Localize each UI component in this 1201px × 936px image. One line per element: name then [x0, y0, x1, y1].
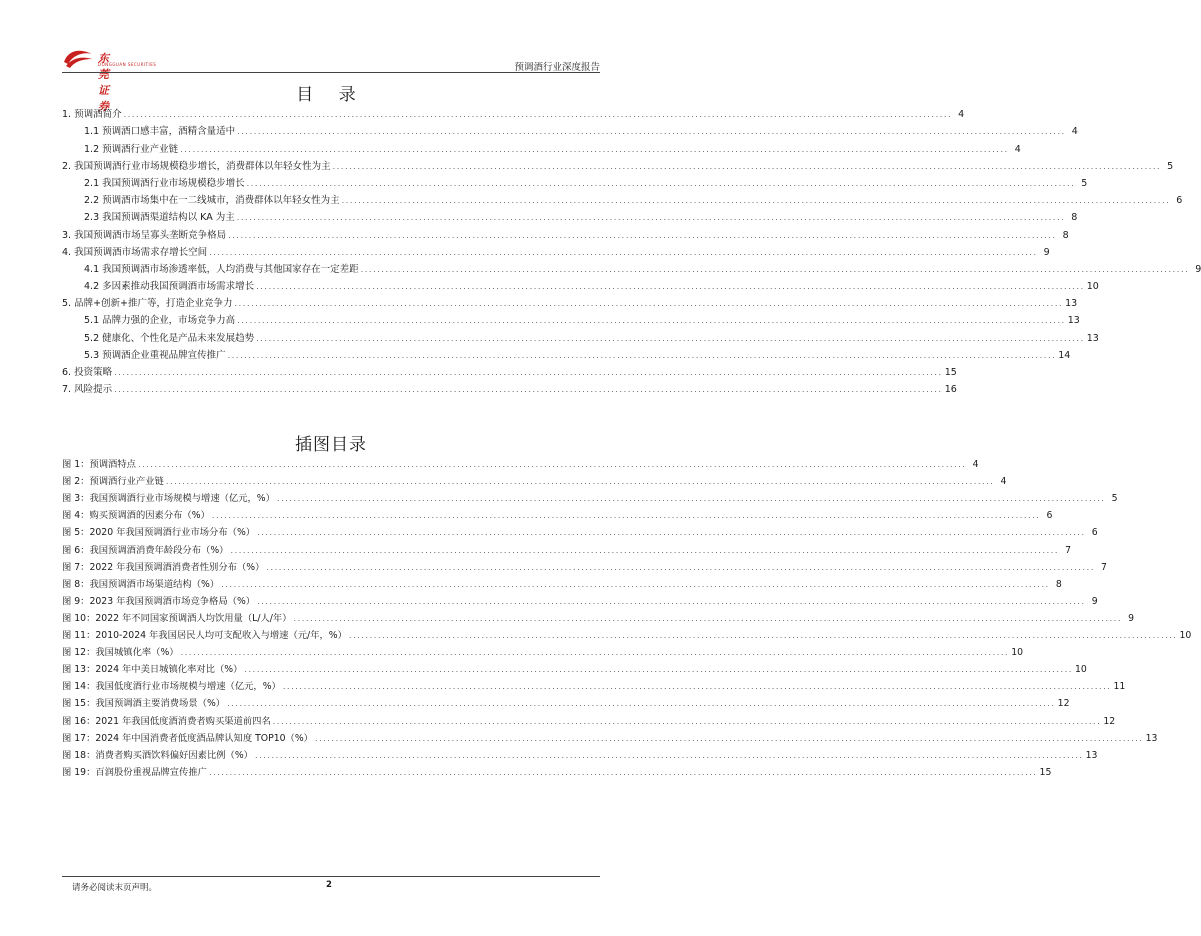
figure-entry[interactable]	[62, 676, 1126, 693]
toc-entry-page: 9	[1195, 263, 1201, 275]
figure-entry[interactable]	[62, 762, 1052, 779]
dot-leader: ........................................................................................................................................................................................................	[137, 460, 967, 470]
toc-entry-page: 10	[1086, 281, 1099, 293]
dot-leader: ........................................................................................................................................................................................................	[230, 545, 1060, 555]
figure-entry[interactable]	[62, 471, 1007, 488]
figure-entry[interactable]	[62, 574, 1062, 591]
figure-entry-title: 图 6：我国预调酒消费年龄段分布（%）	[62, 544, 229, 556]
figure-entry[interactable]	[62, 693, 1070, 710]
figure-entry-page: 12	[1057, 698, 1070, 710]
toc-entry[interactable]	[62, 362, 957, 379]
figure-entry[interactable]	[62, 522, 1098, 539]
toc-entry[interactable]	[62, 104, 965, 121]
toc-entry-page: 15	[944, 367, 957, 378]
figure-entry-title: 图 14：我国低度酒行业市场规模与增速（亿元，%）	[62, 681, 281, 693]
dot-leader: ........................................................................................................................................................................................................	[237, 316, 1066, 326]
toc-entry[interactable]	[62, 276, 1099, 293]
figure-entry-page: 7	[1065, 544, 1072, 556]
figure-entry[interactable]	[62, 505, 1053, 522]
dot-leader: ........................................................................................................................................................................................................	[282, 682, 1112, 692]
figure-entry-page: 5	[1111, 493, 1118, 505]
dot-leader: ........................................................................................................................................................................................................	[244, 665, 1073, 675]
dot-leader: ........................................................................................................................................................................................................	[123, 110, 953, 120]
dot-leader: ........................................................................................................................................................................................................	[246, 178, 1076, 188]
figure-entry-title: 图 2：预调酒行业产业链	[62, 476, 164, 488]
toc-entry-page: 6	[1176, 195, 1183, 207]
dot-leader: ........................................................................................................................................................................................................	[209, 247, 1038, 257]
dot-leader: ........................................................................................................................................................................................................	[227, 699, 1056, 709]
figure-entry[interactable]	[62, 710, 1116, 727]
figure-entry[interactable]	[62, 454, 979, 471]
toc-entry[interactable]	[62, 156, 1174, 173]
figure-entry-title: 图 17：2024 年中国消费者低度酒品牌认知度 TOP10（%）	[62, 732, 313, 744]
figure-entry-page: 8	[1055, 578, 1062, 590]
toc-entry[interactable]	[62, 173, 1088, 190]
dot-leader: ........................................................................................................................................................................................................	[293, 613, 1123, 623]
toc-entry-page: 4	[1071, 126, 1078, 138]
toc-entry-page: 16	[944, 384, 957, 396]
footer-disclaimer: 请务必阅读末页声明。	[72, 883, 158, 893]
dot-leader: ........................................................................................................................................................................................................	[211, 511, 1041, 521]
header-divider	[62, 72, 600, 73]
toc-entry-page: 14	[1058, 349, 1071, 361]
toc-entry-page: 5	[1081, 177, 1088, 189]
figure-entry-page: 9	[1091, 595, 1098, 607]
dot-leader: ........................................................................................................................................................................................................	[256, 282, 1085, 292]
figure-entry-page: 10	[1074, 664, 1087, 676]
figure-entry-title: 图 8：我国预调酒市场渠道结构（%）	[62, 578, 220, 590]
toc-entry-title: 1.1 预调酒口感丰富，酒精含量适中	[84, 126, 236, 138]
dot-leader: ........................................................................................................................................................................................................	[228, 230, 1057, 240]
toc-entry-title: 6. 投资策略	[62, 367, 113, 378]
figure-entry-page: 10	[1011, 647, 1024, 659]
figure-entry-page: 7	[1101, 561, 1107, 573]
figures-title: 插图目录	[295, 435, 367, 455]
toc-entry-title: 5.2 健康化、个性化是产品未来发展趋势	[84, 332, 255, 344]
toc-entry-page: 13	[1067, 315, 1080, 327]
figure-entry[interactable]	[62, 728, 1158, 745]
toc-entry-title: 2.2 预调酒市场集中在一二线城市，消费群体以年轻女性为主	[84, 195, 340, 207]
dot-leader: ........................................................................................................................................................................................................	[257, 528, 1086, 538]
toc-entry-title: 4.2 多因素推动我国预调酒市场需求增长	[84, 281, 255, 293]
logo-emblem-icon	[62, 46, 94, 70]
toc-entry-title: 5.1 品牌力强的企业，市场竞争力高	[84, 315, 236, 327]
toc-entry-title: 5.3 预调酒企业重视品牌宣传推广	[84, 349, 226, 361]
dot-leader: ........................................................................................................................................................................................................	[276, 494, 1106, 504]
figure-entry-title: 图 12：我国城镇化率（%）	[62, 647, 179, 659]
company-logo	[62, 46, 157, 113]
figure-entry-title: 图 5：2020 年我国预调酒行业市场分布（%）	[62, 527, 256, 539]
toc-entry[interactable]	[62, 242, 1050, 259]
dot-leader: ........................................................................................................................................................................................................	[227, 350, 1057, 360]
toc-entry[interactable]	[62, 310, 1080, 327]
figure-entry[interactable]	[62, 557, 1107, 574]
toc-entry-title: 2.3 我国预调酒渠道结构以 KA 为主	[84, 212, 235, 224]
dot-leader: ........................................................................................................................................................................................................	[234, 299, 1064, 309]
dot-leader: ........................................................................................................................................................................................................	[180, 648, 1010, 658]
toc-entry-page: 8	[1071, 212, 1078, 224]
dot-leader: ........................................................................................................................................................................................................	[236, 213, 1066, 223]
page-number: 2	[326, 880, 332, 890]
toc-entry[interactable]	[62, 259, 1201, 276]
logo-text-cn: 东莞证券	[98, 52, 111, 113]
dot-leader: ........................................................................................................................................................................................................	[266, 562, 1095, 572]
figure-entry-page: 6	[1091, 527, 1098, 539]
toc-entry-page: 8	[1062, 229, 1069, 241]
dot-leader: ........................................................................................................................................................................................................	[272, 716, 1102, 726]
toc-entry-title: 4.1 我国预调酒市场渗透率低，人均消费与其他国家存在一定差距	[84, 263, 359, 275]
figure-entry[interactable]	[62, 625, 1192, 642]
figure-entry-title: 图 1：预调酒特点	[62, 459, 136, 471]
figure-entry-title: 图 7：2022 年我国预调酒消费者性别分布（%）	[62, 561, 265, 573]
toc-entry[interactable]	[62, 190, 1183, 207]
toc-entry-title: 2.1 我国预调酒行业市场规模稳步增长	[84, 177, 245, 189]
figure-entry[interactable]	[62, 539, 1072, 556]
figure-entry-page: 9	[1128, 612, 1135, 624]
figure-entry-page: 10	[1179, 630, 1192, 642]
toc-entry[interactable]	[62, 345, 1071, 362]
toc-entry-page: 13	[1065, 298, 1078, 310]
logo-text-en: DONGGUAN SECURITIES	[98, 62, 157, 67]
figure-entry-page: 4	[1000, 476, 1007, 488]
figure-entry[interactable]	[62, 608, 1135, 625]
toc-entry-title: 1. 预调酒简介	[62, 109, 122, 121]
dot-leader: ........................................................................................................................................................................................................	[360, 264, 1190, 274]
toc-title: 目 录	[296, 85, 366, 105]
figure-entry-page: 12	[1103, 715, 1116, 727]
dot-leader: ........................................................................................................................................................................................................	[237, 127, 1066, 137]
toc-entry[interactable]	[62, 207, 1078, 224]
dot-leader: ........................................................................................................................................................................................................	[165, 477, 995, 487]
report-type: 预调酒行业深度报告	[514, 62, 600, 73]
figure-entry-page: 4	[972, 459, 979, 471]
dot-leader: ........................................................................................................................................................................................................	[257, 596, 1086, 606]
toc-entry-page: 13	[1086, 332, 1099, 344]
figure-entry-title: 图 18：消费者购买酒饮料偏好因素比例（%）	[62, 749, 253, 761]
toc-entry-title: 4. 我国预调酒市场需求存增长空间	[62, 246, 208, 258]
dot-leader: ........................................................................................................................................................................................................	[208, 767, 1038, 777]
figures-list	[62, 454, 1192, 779]
toc-entry[interactable]	[62, 379, 957, 396]
toc-list	[62, 104, 1201, 396]
figure-entry-page: 11	[1113, 681, 1126, 693]
dot-leader: ........................................................................................................................................................................................................	[341, 196, 1171, 206]
toc-entry-page: 9	[1043, 246, 1050, 258]
figure-entry-title: 图 19：百润股份重视品牌宣传推广	[62, 766, 207, 778]
figure-entry-title: 图 9：2023 年我国预调酒市场竞争格局（%）	[62, 595, 256, 607]
figure-entry-title: 图 10：2022 年不同国家预调酒人均饮用量（L/人/年）	[62, 612, 292, 624]
toc-entry-title: 2. 我国预调酒行业市场规模稳步增长，消费群体以年轻女性为主	[62, 160, 331, 172]
figure-entry[interactable]	[62, 488, 1118, 505]
figure-entry-title: 图 15：我国预调酒主要消费场景（%）	[62, 698, 226, 710]
figure-entry-page: 15	[1039, 766, 1052, 778]
toc-entry[interactable]	[62, 121, 1078, 138]
dot-leader: ........................................................................................................................................................................................................	[332, 161, 1162, 171]
figure-entry-page: 13	[1145, 732, 1158, 744]
dot-leader: ........................................................................................................................................................................................................	[348, 631, 1178, 641]
figure-entry[interactable]	[62, 591, 1098, 608]
figure-entry[interactable]	[62, 745, 1098, 762]
dot-leader: ........................................................................................................................................................................................................	[314, 733, 1144, 743]
figure-entry-title: 图 3：我国预调酒行业市场规模与增速（亿元，%）	[62, 493, 275, 505]
toc-entry[interactable]	[62, 327, 1099, 344]
dot-leader: ........................................................................................................................................................................................................	[256, 333, 1085, 343]
toc-entry-page: 4	[958, 109, 965, 121]
toc-entry[interactable]	[62, 138, 1021, 155]
figure-entry-title: 图 16：2021 年我国低度酒消费者购买渠道前四名	[62, 715, 271, 727]
figure-entry[interactable]	[62, 642, 1024, 659]
figure-entry-title: 图 4：购买预调酒的因素分布（%）	[62, 510, 210, 522]
figure-entry-page: 13	[1085, 749, 1098, 761]
dot-leader: ........................................................................................................................................................................................................	[254, 750, 1084, 760]
toc-entry-title: 3. 我国预调酒市场呈寡头垄断竞争格局	[62, 229, 227, 241]
footer-divider	[62, 876, 600, 877]
toc-entry-page: 4	[1014, 143, 1021, 155]
figure-entry-title: 图 11：2010-2024 年我国居民人均可支配收入与增速（元/年，%）	[62, 630, 347, 642]
toc-entry[interactable]	[62, 293, 1078, 310]
dot-leader: ........................................................................................................................................................................................................	[180, 144, 1009, 154]
figure-entry[interactable]	[62, 659, 1087, 676]
toc-entry-title: 7. 风险提示	[62, 384, 113, 396]
toc-entry-title: 1.2 预调酒行业产业链	[84, 143, 179, 155]
figure-entry-page: 6	[1046, 510, 1053, 522]
dot-leader: ........................................................................................................................................................................................................	[221, 579, 1050, 589]
dot-leader: ........................................................................................................................................................................................................	[114, 385, 943, 395]
dot-leader: ........................................................................................................................................................................................................	[114, 368, 943, 377]
figure-entry-title: 图 13：2024 年中美日城镇化率对比（%）	[62, 664, 243, 676]
toc-entry[interactable]	[62, 224, 1069, 241]
toc-entry-title: 5. 品牌+创新+推广等，打造企业竞争力	[62, 298, 233, 310]
toc-entry-page: 5	[1167, 160, 1174, 172]
